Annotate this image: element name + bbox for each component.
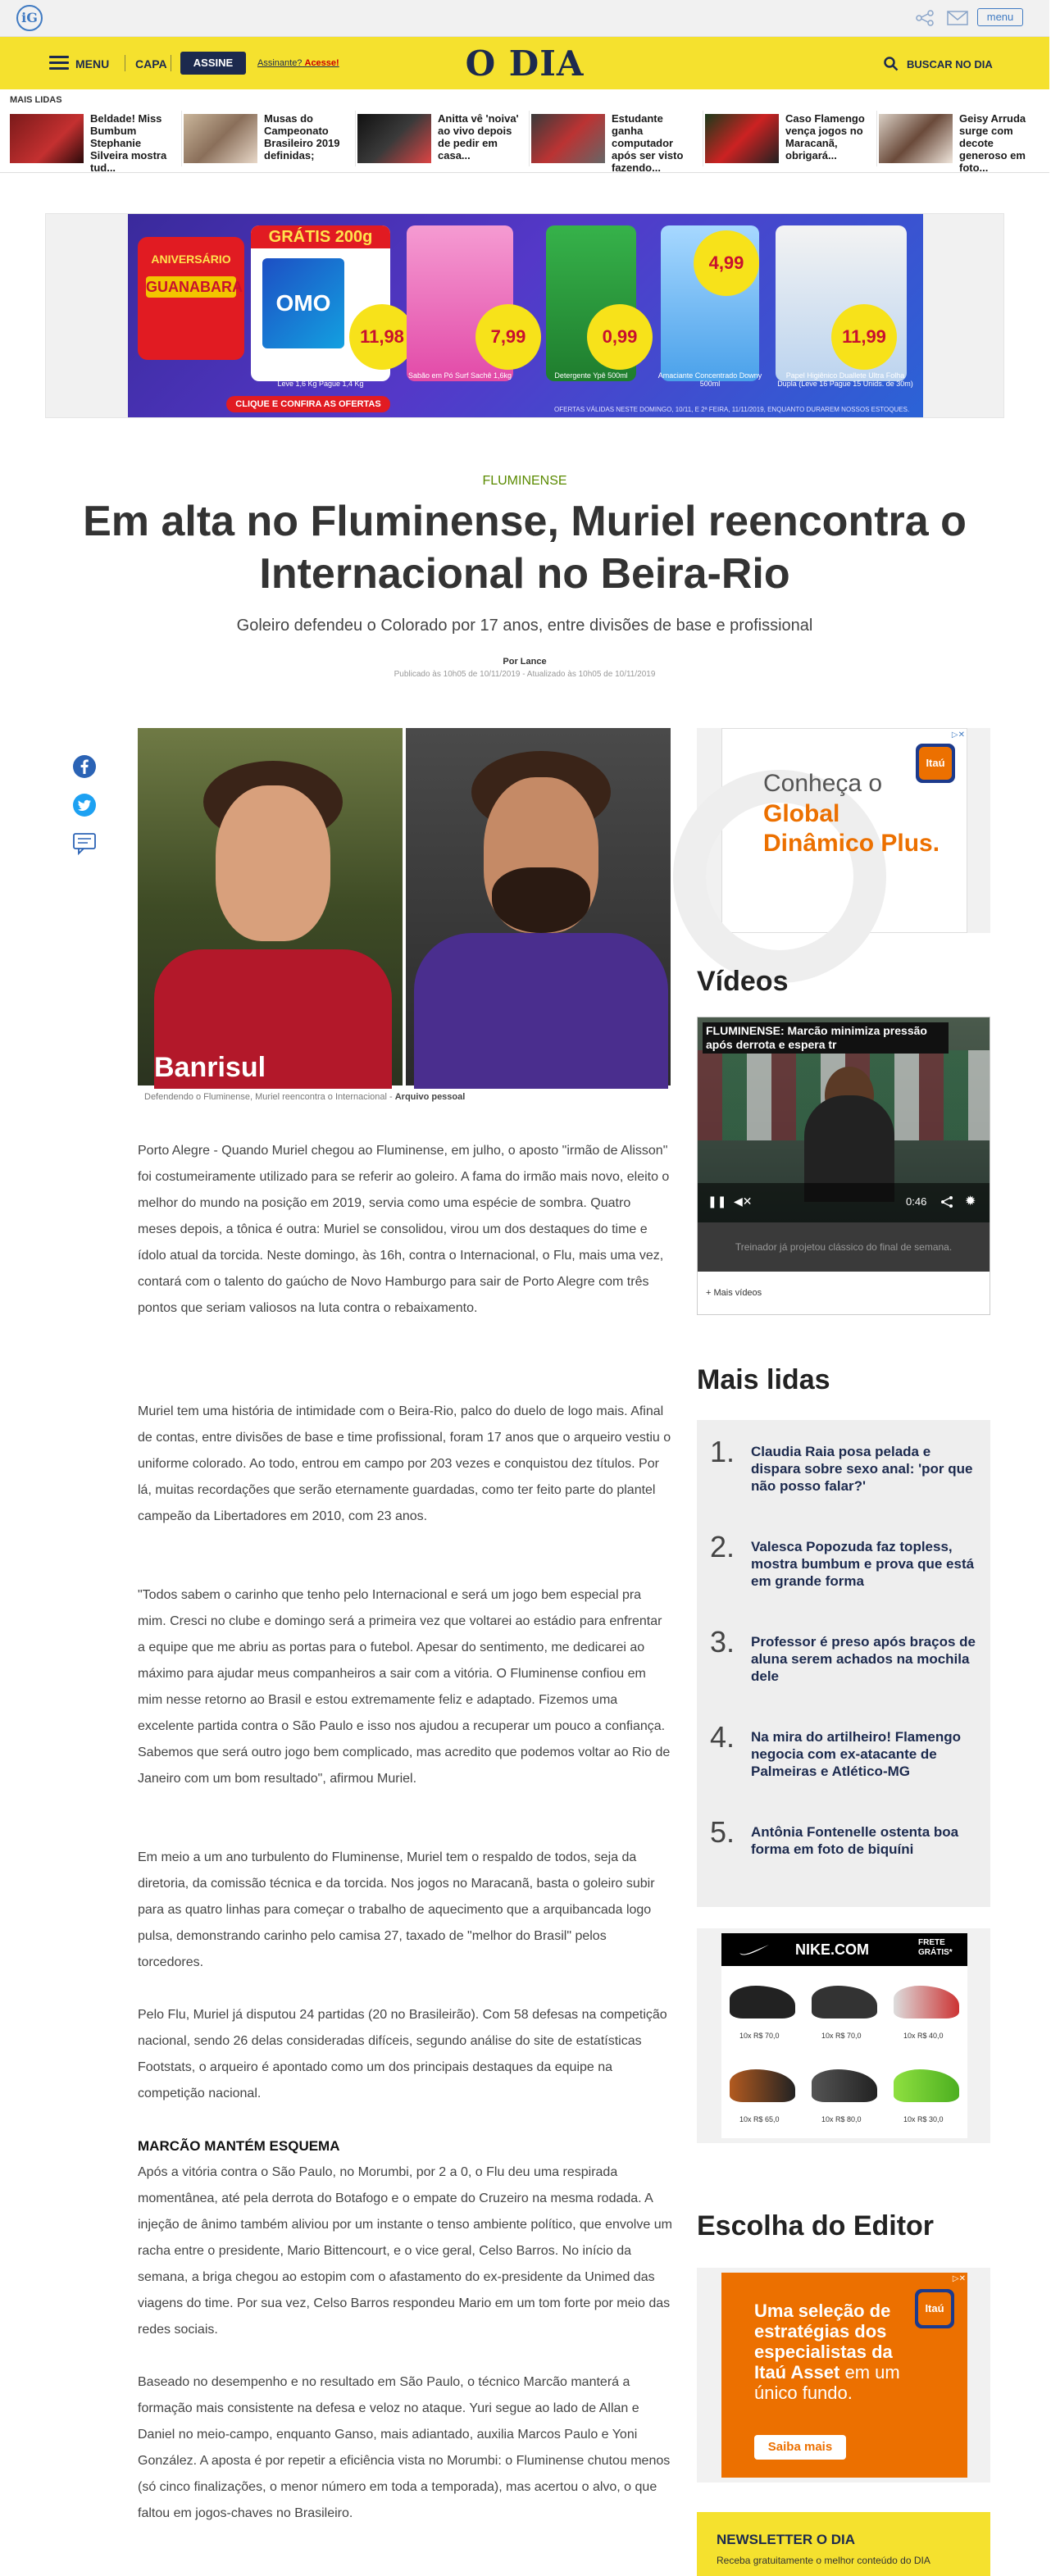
article-paragraph: Porto Alegre - Quando Muriel chegou ao Fluminense, em julho, o aposto "irmão de Alisson" foi costumeiramente utilizado para se referir ao goleiro. A fama do irmão mais novo, eleito o melhor do mundo na posição em 2019, servia como uma espécie de sombra. Quatro meses depois, a tônica é outra: Muriel se consolidou, virou um dos destaques do time e ídolo atual da torcida. Neste domingo, às 16h, contra o Internacional, o Flu, mais uma vez, contará com o talento do gaúcho de Novo Hamburgo para sair de Porto Alegre com três pontos que seriam valiosos na luta contra o rebaixamento.	[138, 1144, 670, 1315]
settings-icon[interactable]: ✹	[965, 1195, 976, 1208]
omo-box: OMO	[262, 258, 344, 348]
twitter-icon[interactable]	[72, 793, 97, 817]
trending-thumb	[184, 114, 257, 163]
most-read-rank: 5.	[710, 1815, 735, 1849]
price-badge: 0,99	[587, 304, 653, 370]
most-read-title: Claudia Raia posa pelada e dispara sobre sexo anal: 'por que não posso falar?'	[751, 1444, 973, 1494]
trending-item[interactable]	[531, 111, 703, 174]
video-next-title[interactable]: Treinador já projetou clássico do final de semana.	[698, 1222, 990, 1272]
editor-choice-section-title: Escolha do Editor	[697, 2210, 935, 2241]
anniversary-label: ANIVERSÁRIO	[151, 253, 231, 266]
nike-ad[interactable]	[721, 1933, 967, 2138]
video-player	[697, 1017, 990, 1315]
product-caption: Sabão em Pó Surf Sachê 1,6kg	[407, 371, 512, 380]
comment-icon[interactable]	[72, 831, 97, 856]
ad-product: Global Dinâmico Plus.	[763, 800, 940, 857]
price-badge: 11,98	[349, 304, 415, 370]
itau-logo-text: Itaú	[918, 2292, 951, 2325]
video-controls	[698, 1183, 990, 1222]
trending-strip-title: MAIS LIDAS	[10, 95, 62, 105]
trending-thumb	[10, 114, 84, 163]
most-read-rank: 3.	[710, 1625, 735, 1659]
search-link[interactable]: BUSCAR NO DIA	[907, 58, 993, 71]
video-title: FLUMINENSE: Marcão minimiza pressão após derrota e espera tr	[703, 1022, 949, 1054]
most-read-list	[697, 1420, 990, 1907]
ad-headline	[754, 2301, 918, 2403]
nike-swoosh-icon	[738, 1943, 771, 1956]
hamburger-icon[interactable]	[49, 56, 69, 71]
nike-shipping: FRETE GRÁTIS*	[918, 1938, 953, 1957]
article-paragraph: "Todos sabem o carinho que tenho pelo Internacional e será um jogo bem especial pra mim. Cresci no clube e domingo será a primeira vez que voltarei ao estádio para enfrentar a equipe que me abriu as portas para o futebol. Apesar do sentimento, me dedicarei ao máximo para ajudar meus companheiros a sair com a vitória. O Fluminense confiou em mim nesse retorno ao Brasil e estou extremamente feliz e adaptado. Fizemos uma excelente partida contra o São Paulo e isso nos ajudou a recuperar um pouco a confiança. Sabemos que será outro jogo bem complicado, mas acredito que podemos voltar ao Rio de Janeiro com um bom resultado", afirmou Muriel.	[138, 1588, 671, 1786]
trending-item-text: Caso Flamengo vença jogos no Maracanã, obrigará...	[785, 112, 865, 162]
guanabara-logo: GUANABARA	[146, 276, 236, 298]
trending-item-text: Musas do Campeonato Brasileiro 2019 definidas;	[264, 112, 340, 162]
article-main-photo[interactable]	[138, 728, 671, 1085]
most-read-title: Antônia Fontenelle ostenta boa forma em foto de biquíni	[751, 1824, 959, 1857]
most-read-title: Na mira do artilheiro! Flamengo negocia com ex-atacante de Palmeiras e Atlético-MG	[751, 1729, 961, 1779]
trending-item[interactable]	[10, 111, 182, 174]
ad-headline-rest: em um único fundo.	[754, 2362, 900, 2403]
utility-bar	[0, 0, 1049, 37]
acesse-label: Acesse!	[304, 58, 339, 68]
facebook-icon[interactable]	[72, 754, 97, 779]
article-subsection	[138, 2133, 672, 2343]
anniversary-badge	[138, 237, 244, 360]
shoe-price: 10x R$ 70,0	[821, 2032, 862, 2040]
shoe-price: 10x R$ 70,0	[739, 2032, 780, 2040]
newsletter-box	[697, 2512, 990, 2576]
shoe-product[interactable]	[812, 1986, 877, 2018]
ad-headline: Conheça o	[763, 770, 883, 797]
trending-item-text: Beldade! Miss Bumbum Stephanie Silveira mostra tud...	[90, 112, 167, 174]
supermarket-ad-banner[interactable]	[128, 214, 923, 417]
site-header	[0, 37, 1049, 89]
top-ad-slot	[45, 213, 1004, 418]
product-caption: Detergente Ypê 500ml	[554, 371, 628, 380]
trending-item-text: Geisy Arruda surge com decote generoso em foto...	[959, 112, 1026, 174]
ad-cta-button[interactable]: CLIQUE E CONFIRA AS OFERTAS	[226, 396, 390, 412]
photo-panel-fluminense	[406, 728, 671, 1085]
trending-thumb	[879, 114, 953, 163]
menu-link[interactable]: MENU	[75, 57, 110, 71]
itau-asset-ad[interactable]	[721, 2273, 967, 2478]
product-caption: Amaciante Concentrado Downy 500ml	[657, 371, 762, 388]
photo-sponsor-text: Banrisul	[154, 1052, 266, 1083]
itau-logo	[916, 744, 955, 783]
ad-choices-icon[interactable]: ▷✕	[952, 2274, 966, 2283]
sidebar-ad-slot	[697, 2268, 990, 2483]
itau-logo	[915, 2289, 954, 2328]
video-duration: 0:46	[906, 1195, 927, 1208]
photo-beard	[492, 867, 590, 933]
most-read-rank: 2.	[710, 1530, 735, 1563]
site-logo[interactable]: O DIA	[465, 43, 585, 84]
trending-thumb	[531, 114, 605, 163]
capa-link[interactable]: CAPA	[135, 57, 167, 71]
mail-icon[interactable]	[947, 10, 968, 26]
trending-item[interactable]	[879, 111, 1051, 174]
photo-caption	[144, 1092, 465, 1102]
article-subheadline: Goleiro defendeu o Colorado por 17 anos, entre divisões de base e profissional	[236, 617, 813, 635]
share-icon[interactable]	[940, 1195, 953, 1208]
nike-brand: NIKE.COM	[795, 1941, 869, 1958]
price-badge: 4,99	[694, 230, 759, 296]
search-icon[interactable]	[884, 57, 899, 71]
sidebar-ad-slot	[697, 1928, 990, 2143]
shoe-product[interactable]	[894, 1986, 959, 2018]
product-caption: Sabão em pó Omo Lavagem Perfeita Leve 1,6 Kg Pague 1,4 Kg	[259, 371, 382, 388]
share-icon[interactable]	[915, 10, 935, 26]
most-read-section-title: Mais lidas	[697, 1364, 830, 1395]
shoe-price: 10x R$ 40,0	[903, 2032, 944, 2040]
shoe-product[interactable]	[730, 1986, 795, 2018]
video-screen[interactable]	[698, 1017, 990, 1222]
trending-item[interactable]	[184, 111, 356, 166]
most-read-rank: 1.	[710, 1435, 735, 1468]
itau-logo-text: Itaú	[919, 747, 952, 780]
assinante-prefix: Assinante?	[257, 58, 303, 68]
article-headline: Em alta no Fluminense, Muriel reencontra o Internacional no Beira-Rio	[83, 498, 967, 598]
article-paragraph: Baseado no desempenho e no resultado em São Paulo, o técnico Marcão manterá a formação mais consistente na defesa e veloz no ataque. Yuri segue ao lado de Allan e Daniel no meio-campo, enquanto Ganso, mais adiantado, auxilia Marcos Paulo e Yoni González. A aposta é por repetir a eficiência vista no Morumbi: o Fluminense chutou menos (só cinco finalizações, o menor número em toda a temporada), mas acertou o alvo, o que faltou em jogos-chaves no Brasileiro.	[138, 2375, 671, 2520]
most-read-rank: 4.	[710, 1720, 735, 1754]
ad-headline-bold: Uma seleção de estratégias dos especialistas da Itaú Asset	[754, 2301, 893, 2383]
newsletter-subtitle: Receba gratuitamente o melhor conteúdo do DIA	[717, 2555, 930, 2566]
photo-purple-shirt	[414, 933, 668, 1089]
assine-button[interactable]: ASSINE	[180, 52, 246, 75]
shoe-price: 10x R$ 80,0	[821, 2115, 862, 2123]
article-paragraph: Pelo Flu, Muriel já disputou 24 partidas (20 no Brasileirão). Com 58 defesas na competição nacional, sendo 26 delas consideradas difíceis, segundo análise do site de estatísticas Footstats, o arqueiro é apontado como um dos principais destaques da equipe na competição nacional.	[138, 2008, 667, 2100]
price-badge: 7,99	[475, 304, 541, 370]
saiba-mais-button[interactable]: Saiba mais	[754, 2435, 846, 2460]
shoe-product[interactable]	[812, 2069, 877, 2102]
most-read-title: Professor é preso após braços de aluna serem achados na mochila dele	[751, 1634, 976, 1684]
article-dates: Publicado às 10h05 de 10/11/2019 - Atualizado às 10h05 de 10/11/2019	[394, 670, 656, 679]
utility-menu-button[interactable]: menu	[977, 8, 1023, 26]
pause-icon[interactable]: ❚❚	[707, 1195, 727, 1208]
article-section-tag[interactable]: FLUMINENSE	[482, 474, 567, 488]
trending-thumb	[705, 114, 779, 163]
trending-item-text: Anitta vê 'noiva' ao vivo depois de pedir em casa...	[438, 112, 519, 162]
shoe-price: 10x R$ 30,0	[903, 2115, 944, 2123]
article-paragraph: Após a vitória contra o São Paulo, no Morumbi, por 2 a 0, o Flu deu uma respirada momentânea, até pela derrota do Botafogo e o empate do Cruzeiro na mesma rodada. A injeção de ânimo também aliviou por um instante o tenso ambiente político, que envolve um racha entre o presidente, Mario Bittencourt, e o vice geral, Celso Barros. No início da semana, a briga chegou ao estopim com o afastamento do ex-presidente da Unimed das viagens do time. Por sua vez, Celso Barros respondeu Mario em um tom forte por meio das redes sociais.	[138, 2165, 672, 2337]
assinante-login-link[interactable]	[257, 58, 339, 68]
trending-item-text: Estudante ganha computador após ser visto fazendo...	[612, 112, 684, 174]
site-network-logo[interactable]: iG	[16, 5, 43, 31]
shoe-product[interactable]	[730, 2069, 795, 2102]
itau-ad[interactable]	[721, 728, 967, 933]
trending-thumb	[357, 114, 431, 163]
mute-icon[interactable]: ◀✕	[734, 1195, 753, 1208]
article-subheading: MARCÃO MANTÉM ESQUEMA	[138, 2138, 340, 2154]
more-videos-link[interactable]: + Mais vídeos	[706, 1288, 762, 1298]
videos-section-title: Vídeos	[697, 966, 789, 997]
newsletter-title: NEWSLETTER O DIA	[717, 2532, 856, 2547]
trending-item[interactable]	[705, 111, 877, 166]
article-paragraph: Em meio a um ano turbulento do Fluminense, Muriel tem o respaldo de todos, seja da diretoria, da comissão técnica e da torcida. Nos jogos no Maracanã, basta o goleiro subir para as quatro linhas para começar o trabalho de aquecimento que a arquibancada logo pulsa, demonstrando carinho pelo camisa 27, taxado de "melhor do Brasil" pelos torcedores.	[138, 1850, 655, 1969]
product-caption: Papel Higiênico Duallete Ultra Folha Dupla (Leve 16 Pague 15 Unids. de 30m)	[777, 371, 913, 388]
photo-caption-text: Defendendo o Fluminense, Muriel reencontra o Internacional -	[144, 1092, 395, 1102]
photo-panel-internacional	[138, 728, 403, 1085]
trending-strip	[0, 89, 1049, 173]
nike-ad-header	[721, 1933, 967, 1966]
photo-credit: Arquivo pessoal	[394, 1092, 466, 1102]
sidebar-ad-slot	[697, 728, 990, 933]
trending-item[interactable]	[357, 111, 530, 166]
price-badge: 11,99	[831, 304, 897, 370]
ad-choices-icon[interactable]: ▷✕	[951, 730, 965, 740]
ad-fine-print: OFERTAS VÁLIDAS NESTE DOMINGO, 10/11, E 2ª FEIRA, 11/11/2019, ENQUANTO DURAREM NOSSOS ESTOQUES.	[554, 406, 910, 413]
shoe-price: 10x R$ 65,0	[739, 2115, 780, 2123]
article-paragraph: Muriel tem uma história de intimidade com o Beira-Rio, palco do duelo de logo mais. Afinal de contas, entre divisões de base e time profissional, foram 17 anos que o arqueiro vestiu o uniforme colorado. Ao todo, entrou em campo por 203 vezes e conquistou dez títulos. Por lá, muitas recordações que serão eternamente guardadas, como ter feito parte do plantel campeão da Libertadores em 2010, com 23 anos.	[138, 1404, 671, 1523]
gratis-label: GRÁTIS 200g	[251, 225, 390, 248]
shoe-product[interactable]	[894, 2069, 959, 2102]
article-byline: Por Lance	[503, 657, 547, 667]
photo-face	[216, 785, 330, 941]
most-read-title: Valesca Popozuda faz topless, mostra bumbum e prova que está em grande forma	[751, 1539, 975, 1589]
